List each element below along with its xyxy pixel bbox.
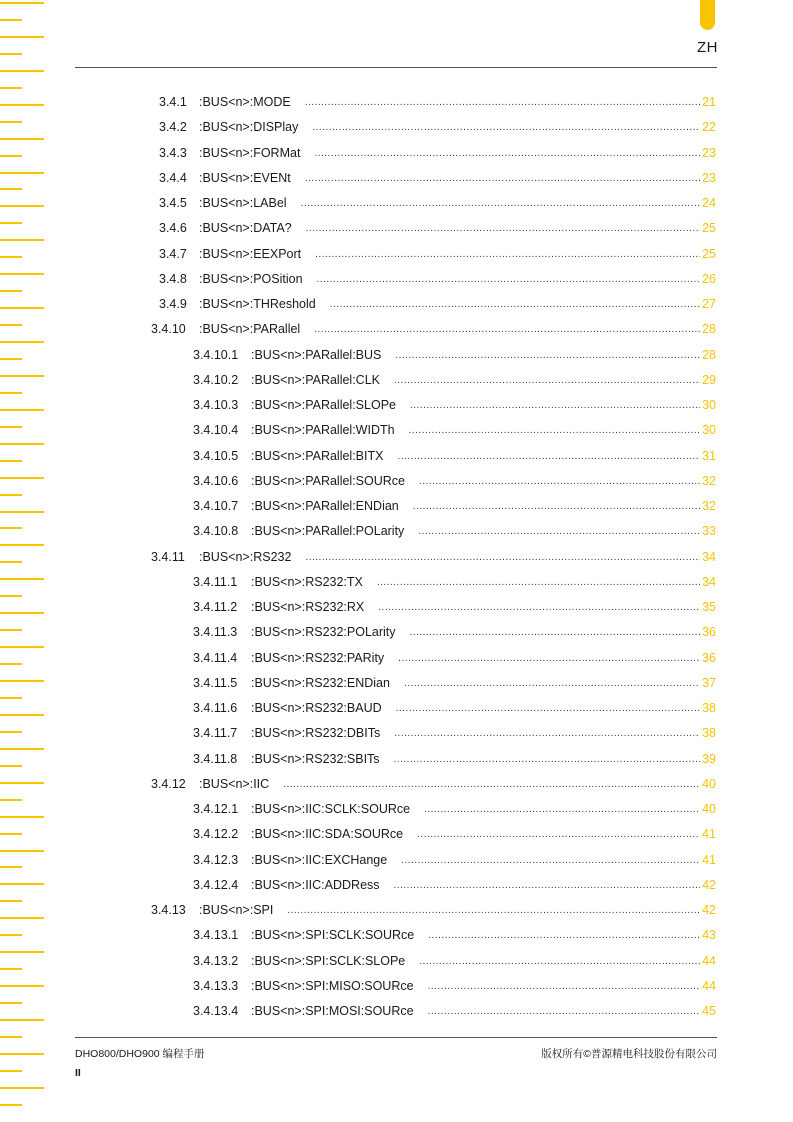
side-ruler — [0, 0, 46, 1122]
toc-entry[interactable] — [151, 548, 716, 566]
toc-entry-page[interactable]: 28 — [702, 322, 716, 337]
toc-entry-page[interactable]: 41 — [702, 852, 716, 867]
toc-entry-title: :BUS<n>:RS232 — [199, 549, 292, 564]
ruler-tick — [0, 951, 44, 953]
ruler-tick — [0, 646, 44, 648]
toc-entry[interactable] — [159, 118, 716, 136]
ruler-tick — [0, 341, 44, 343]
ruler-tick — [0, 680, 44, 682]
toc-leader-dots — [428, 1003, 701, 1021]
toc-entry-number: 3.4.2 — [159, 120, 187, 135]
ruler-tick — [0, 477, 44, 479]
ruler-tick — [0, 426, 22, 428]
toc-entry[interactable] — [193, 699, 716, 717]
ruler-tick — [0, 1104, 22, 1106]
toc-entry-title: :BUS<n>:SPI:MOSI:SOURce — [251, 1004, 414, 1018]
toc-entry-number: 3.4.11.5 — [193, 675, 238, 690]
toc-entry-number: 3.4.12.2 — [193, 827, 239, 842]
toc-leader-dots — [315, 246, 700, 264]
ruler-tick — [0, 714, 44, 716]
ruler-tick — [0, 833, 22, 835]
toc-entry-title: :BUS<n>:PARallel:SOURce — [251, 473, 405, 488]
ruler-tick — [0, 36, 44, 38]
ruler-tick — [0, 917, 44, 919]
ruler-tick — [0, 1019, 44, 1021]
toc-entry-title: :BUS<n>:PARallel:WIDTh — [251, 423, 395, 438]
toc-entry-page[interactable]: 36 — [702, 625, 716, 640]
ruler-tick — [0, 985, 44, 987]
toc-leader-dots — [396, 700, 700, 718]
toc-entry-title: :BUS<n>:RS232:TX — [251, 574, 363, 589]
toc-entry-number: 3.4.10 — [151, 322, 186, 337]
toc-leader-dots — [410, 397, 700, 415]
toc-entry[interactable] — [193, 724, 716, 742]
ruler-tick — [0, 273, 44, 275]
ruler-tick — [0, 443, 44, 445]
toc-leader-dots — [417, 826, 700, 844]
toc-entry[interactable] — [193, 396, 716, 414]
toc-entry-page[interactable]: 34 — [702, 574, 716, 589]
toc-leader-dots — [317, 271, 701, 289]
toc-entry-number: 3.4.11.6 — [193, 701, 238, 715]
ruler-tick — [0, 1070, 22, 1072]
toc-entry-title: :BUS<n>:RS232:BAUD — [251, 701, 382, 715]
toc-entry-number: 3.4.11 — [151, 549, 185, 564]
toc-entry[interactable] — [193, 649, 716, 667]
ruler-tick — [0, 256, 22, 258]
toc-entry-number: 3.4.6 — [159, 221, 187, 236]
toc-entry-title: :BUS<n>:IIC:SDA:SOURce — [251, 827, 404, 842]
toc-entry-title: :BUS<n>:IIC:SCLK:SOURce — [251, 802, 411, 816]
toc-entry[interactable] — [151, 775, 716, 793]
toc-entry-title: :BUS<n>:RS232:RX — [251, 600, 365, 614]
ruler-tick — [0, 697, 22, 699]
toc-entry-number: 3.4.10.2 — [193, 372, 239, 387]
toc-entry-title: :BUS<n>:IIC:ADDRess — [251, 877, 380, 892]
toc-entry-title: :BUS<n>:PARallel:CLK — [251, 372, 380, 387]
ruler-tick — [0, 934, 22, 936]
toc-entry-title: :BUS<n>:IIC — [199, 776, 270, 791]
ruler-tick — [0, 2, 44, 4]
toc-entry[interactable] — [193, 522, 716, 540]
ruler-tick — [0, 121, 22, 123]
toc-entry-page[interactable]: 23 — [702, 170, 716, 185]
toc-leader-dots — [418, 523, 700, 541]
ruler-tick — [0, 883, 44, 885]
toc-leader-dots — [306, 220, 700, 238]
toc-leader-dots — [394, 877, 701, 895]
toc-entry-number: 3.4.3 — [159, 145, 187, 160]
toc-entry[interactable] — [193, 598, 716, 616]
toc-entry-number: 3.4.10.8 — [193, 524, 239, 539]
toc-leader-dots — [419, 473, 700, 491]
toc-entry-page[interactable]: 22 — [702, 120, 716, 135]
ruler-tick — [0, 629, 22, 631]
toc-entry-title: :BUS<n>:PARallel — [199, 322, 301, 337]
toc-entry[interactable] — [193, 573, 716, 591]
toc-leader-dots — [301, 195, 701, 213]
toc-entry-page[interactable]: 23 — [702, 145, 716, 160]
toc-leader-dots — [397, 448, 700, 466]
toc-entry[interactable] — [151, 901, 716, 919]
toc-entry-page[interactable]: 44 — [702, 978, 716, 993]
toc-entry-number: 3.4.7 — [159, 246, 187, 261]
toc-entry-number: 3.4.12.4 — [193, 877, 239, 892]
toc-entry-title: :BUS<n>:PARallel:POLarity — [251, 524, 405, 539]
ruler-tick — [0, 290, 22, 292]
ruler-tick — [0, 595, 22, 597]
ruler-tick — [0, 358, 22, 360]
toc-leader-dots — [314, 321, 700, 339]
toc-entry[interactable] — [193, 623, 716, 641]
toc-leader-dots — [305, 94, 700, 112]
toc-entry[interactable] — [193, 952, 716, 970]
toc-entry-title: :BUS<n>:EVENt — [199, 170, 291, 185]
toc-entry-page[interactable]: 36 — [702, 650, 716, 665]
toc-entry-page[interactable]: 29 — [702, 372, 716, 387]
toc-entry-page[interactable]: 45 — [702, 1004, 716, 1018]
toc-entry-title: :BUS<n>:FORMat — [199, 145, 301, 160]
ruler-tick — [0, 900, 22, 902]
toc-entry[interactable] — [193, 876, 716, 894]
toc-entry-title: :BUS<n>:SPI:SCLK:SOURce — [251, 928, 415, 943]
toc-leader-dots — [428, 927, 700, 945]
toc-entry-page[interactable]: 35 — [702, 600, 716, 614]
toc-entry-title: :BUS<n>:RS232:DBITs — [251, 726, 381, 741]
ruler-tick — [0, 87, 22, 89]
toc-leader-dots — [287, 902, 700, 920]
toc-entry-page[interactable]: 37 — [702, 675, 716, 690]
language-label: ZH — [697, 39, 718, 56]
footer-page-number: II — [75, 1067, 81, 1079]
toc-entry[interactable] — [193, 825, 716, 843]
toc-entry-page[interactable]: 39 — [702, 751, 716, 766]
header-rule — [75, 67, 717, 68]
toc-entry-number: 3.4.8 — [159, 271, 187, 286]
toc-entry[interactable] — [159, 219, 716, 237]
toc-leader-dots — [424, 801, 700, 819]
toc-entry-page[interactable]: 25 — [702, 221, 716, 236]
ruler-tick — [0, 866, 22, 868]
toc-entry-page[interactable]: 28 — [702, 347, 716, 362]
toc-entry[interactable] — [193, 750, 716, 768]
toc-leader-dots — [377, 574, 700, 592]
toc-leader-dots — [305, 549, 700, 567]
toc-entry-page[interactable]: 32 — [702, 499, 716, 513]
footer-rule — [75, 1037, 717, 1038]
ruler-tick — [0, 70, 44, 72]
ruler-tick — [0, 799, 22, 801]
toc-entry-number: 3.4.10.4 — [193, 423, 239, 438]
toc-leader-dots — [312, 119, 700, 137]
ruler-tick — [0, 172, 44, 174]
toc-entry-number: 3.4.9 — [159, 297, 187, 311]
toc-entry-title: :BUS<n>:DISPlay — [199, 120, 299, 135]
ruler-tick — [0, 239, 44, 241]
toc-entry-number: 3.4.5 — [159, 196, 187, 210]
toc-leader-dots — [404, 675, 700, 693]
toc-entry-page[interactable]: 30 — [702, 423, 716, 438]
toc-entry[interactable] — [159, 194, 716, 212]
ruler-tick — [0, 392, 22, 394]
footer-doc-title: DHO800/DHO900 编程手册 — [75, 1048, 205, 1060]
ruler-tick — [0, 782, 44, 784]
ruler-tick — [0, 561, 22, 563]
toc-entry-page[interactable]: 32 — [702, 473, 716, 488]
toc-entry-page[interactable]: 40 — [702, 802, 716, 816]
toc-entry[interactable] — [193, 346, 716, 364]
toc-leader-dots — [394, 751, 701, 769]
toc-entry-page[interactable]: 33 — [702, 524, 716, 539]
toc-entry[interactable] — [193, 371, 716, 389]
toc-entry-page[interactable]: 21 — [702, 95, 716, 109]
ruler-tick — [0, 968, 22, 970]
toc-entry[interactable] — [159, 295, 716, 313]
toc-entry-title: :BUS<n>:SPI:MISO:SOURce — [251, 978, 414, 993]
toc-entry-number: 3.4.12.3 — [193, 852, 239, 867]
toc-entry-page[interactable]: 41 — [702, 827, 716, 842]
toc-entry-title: :BUS<n>:MODE — [199, 95, 291, 109]
toc-entry-title: :BUS<n>:PARallel:SLOPe — [251, 398, 396, 412]
toc-entry-number: 3.4.11.8 — [193, 751, 238, 766]
toc-entry-title: :BUS<n>:RS232:POLarity — [251, 625, 396, 640]
language-tab — [700, 0, 715, 30]
toc-leader-dots — [419, 953, 700, 971]
toc-entry-page[interactable]: 43 — [702, 928, 716, 943]
toc-entry-page[interactable]: 24 — [702, 196, 716, 210]
toc-entry-title: :BUS<n>:SPI — [199, 903, 274, 917]
toc-entry-page[interactable]: 30 — [702, 398, 716, 412]
toc-leader-dots — [395, 347, 700, 365]
ruler-tick — [0, 155, 22, 157]
toc-leader-dots — [401, 852, 700, 870]
toc-entry-title: :BUS<n>:POSition — [199, 271, 303, 286]
ruler-tick — [0, 511, 44, 513]
ruler-tick — [0, 731, 22, 733]
toc-entry-number: 3.4.12 — [151, 776, 186, 791]
ruler-tick — [0, 612, 44, 614]
toc-entry[interactable] — [193, 421, 716, 439]
toc-entry[interactable] — [193, 472, 716, 490]
toc-leader-dots — [398, 650, 700, 668]
ruler-tick — [0, 765, 22, 767]
toc-entry-number: 3.4.13.1 — [193, 928, 239, 943]
ruler-tick — [0, 205, 44, 207]
toc-entry[interactable] — [193, 926, 716, 944]
ruler-tick — [0, 138, 44, 140]
ruler-tick — [0, 527, 22, 529]
toc-entry-number: 3.4.10.1 — [193, 347, 239, 362]
ruler-tick — [0, 53, 22, 55]
toc-leader-dots — [394, 725, 700, 743]
ruler-tick — [0, 409, 44, 411]
ruler-tick — [0, 1002, 22, 1004]
toc-entry-page[interactable]: 38 — [702, 726, 716, 741]
toc-entry-page[interactable]: 42 — [702, 877, 716, 892]
toc-entry[interactable] — [193, 497, 716, 515]
toc-entry-title: :BUS<n>:LABel — [199, 196, 287, 210]
toc-entry[interactable] — [193, 447, 716, 465]
ruler-tick — [0, 748, 44, 750]
toc-entry-title: :BUS<n>:RS232:PARity — [251, 650, 385, 665]
toc-leader-dots — [394, 372, 700, 390]
toc-entry[interactable] — [151, 320, 716, 338]
toc-entry-page[interactable]: 42 — [702, 903, 716, 917]
toc-entry-number: 3.4.11.2 — [193, 600, 238, 614]
toc-entry-number: 3.4.10.6 — [193, 473, 239, 488]
toc-entry-number: 3.4.11.4 — [193, 650, 238, 665]
ruler-tick — [0, 1036, 22, 1038]
toc-entry-page[interactable]: 38 — [702, 701, 716, 715]
toc-entry-number: 3.4.10.7 — [193, 499, 239, 513]
ruler-tick — [0, 494, 22, 496]
toc-entry-title: :BUS<n>:PARallel:BUS — [251, 347, 382, 362]
toc-leader-dots — [283, 776, 700, 794]
toc-entry-number: 3.4.4 — [159, 170, 187, 185]
toc-entry[interactable] — [159, 270, 716, 288]
toc-entry[interactable] — [159, 245, 716, 263]
toc-entry[interactable] — [159, 144, 716, 162]
toc-entry[interactable] — [159, 93, 716, 111]
toc-entry-page[interactable]: 31 — [702, 448, 716, 463]
ruler-tick — [0, 375, 44, 377]
toc-entry-title: :BUS<n>:RS232:SBITs — [251, 751, 380, 766]
toc-entry-title: :BUS<n>:PARallel:ENDian — [251, 499, 399, 513]
toc-entry-page[interactable]: 34 — [702, 549, 716, 564]
footer-copyright: 版权所有©普源精电科技股份有限公司 — [541, 1048, 717, 1060]
toc-entry[interactable] — [193, 674, 716, 692]
ruler-tick — [0, 19, 22, 21]
toc-entry-page[interactable]: 44 — [702, 953, 716, 968]
toc-entry-title: :BUS<n>:PARallel:BITX — [251, 448, 384, 463]
toc-leader-dots — [409, 422, 701, 440]
toc-entry-page[interactable]: 40 — [702, 776, 716, 791]
toc-entry-number: 3.4.13.2 — [193, 953, 239, 968]
toc-entry-number: 3.4.11.3 — [193, 625, 238, 640]
toc-leader-dots — [410, 624, 701, 642]
ruler-tick — [0, 307, 44, 309]
ruler-tick — [0, 1053, 44, 1055]
toc-entry[interactable] — [193, 800, 716, 818]
toc-entry-page[interactable]: 25 — [702, 246, 716, 261]
ruler-tick — [0, 578, 44, 580]
ruler-tick — [0, 816, 44, 818]
toc-entry-title: :BUS<n>:EEXPort — [199, 246, 302, 261]
toc-entry-title: :BUS<n>:THReshold — [199, 297, 316, 311]
toc-entry-title: :BUS<n>:RS232:ENDian — [251, 675, 390, 690]
ruler-tick — [0, 850, 44, 852]
toc-leader-dots — [305, 170, 700, 188]
toc-entry-number: 3.4.13.4 — [193, 1004, 239, 1018]
toc-entry[interactable] — [193, 1002, 716, 1020]
toc-entry-number: 3.4.1 — [159, 95, 187, 109]
ruler-tick — [0, 663, 22, 665]
toc-leader-dots — [428, 978, 701, 996]
toc-entry-number: 3.4.11.7 — [193, 726, 238, 741]
toc-leader-dots — [330, 296, 700, 314]
ruler-tick — [0, 460, 22, 462]
toc-entry-page[interactable]: 26 — [702, 271, 716, 286]
toc-entry[interactable] — [159, 169, 716, 187]
toc-leader-dots — [314, 145, 700, 163]
toc-entry-number: 3.4.12.1 — [193, 802, 239, 816]
toc-entry-title: :BUS<n>:SPI:SCLK:SLOPe — [251, 953, 406, 968]
toc-entry-title: :BUS<n>:DATA? — [199, 221, 292, 236]
toc-leader-dots — [378, 599, 700, 617]
ruler-tick — [0, 104, 44, 106]
toc-entry[interactable] — [193, 977, 716, 995]
toc-entry-number: 3.4.13.3 — [193, 978, 239, 993]
ruler-tick — [0, 324, 22, 326]
ruler-tick — [0, 1087, 44, 1089]
toc-entry-number: 3.4.11.1 — [193, 574, 238, 589]
toc-leader-dots — [413, 498, 700, 516]
toc-entry-number: 3.4.10.3 — [193, 398, 239, 412]
toc-entry-number: 3.4.10.5 — [193, 448, 239, 463]
ruler-tick — [0, 188, 22, 190]
toc-entry-number: 3.4.13 — [151, 903, 186, 917]
ruler-tick — [0, 544, 44, 546]
toc-entry[interactable] — [193, 851, 716, 869]
toc-entry-title: :BUS<n>:IIC:EXCHange — [251, 852, 388, 867]
toc-entry-page[interactable]: 27 — [702, 297, 716, 311]
ruler-tick — [0, 222, 22, 224]
